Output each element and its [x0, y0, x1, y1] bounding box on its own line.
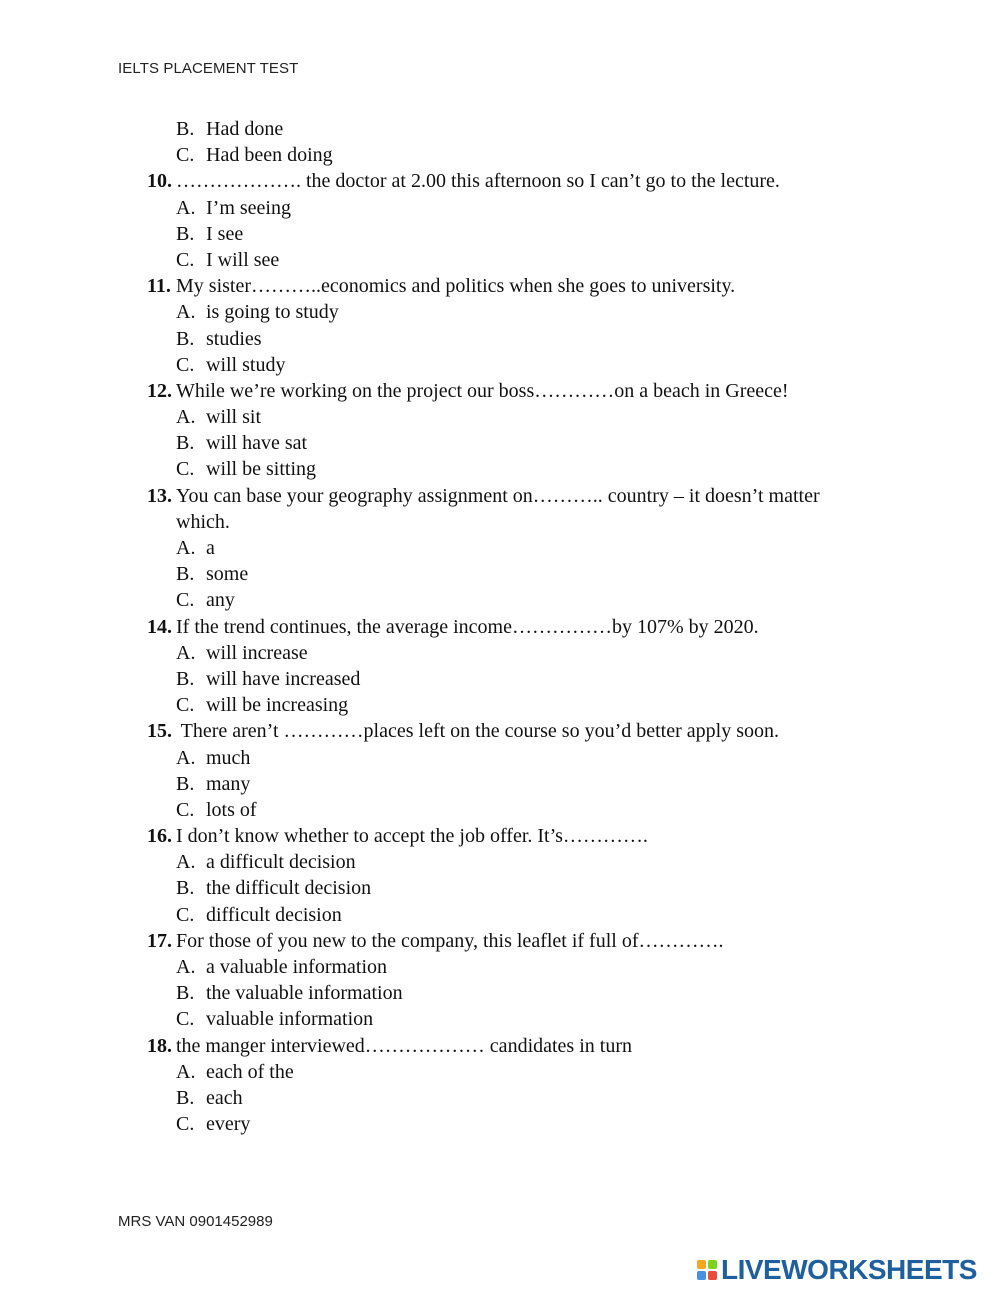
option-letter: A.: [176, 196, 196, 219]
option-letter: C.: [176, 589, 195, 612]
option-text: studies: [206, 327, 262, 350]
option-text: I will see: [206, 248, 280, 271]
answer-option: [0, 1059, 1000, 1085]
option-letter: B.: [176, 222, 195, 245]
answer-option: [0, 116, 1000, 142]
option-text: will have sat: [206, 432, 308, 455]
option-letter: C.: [176, 458, 195, 481]
answer-option: [0, 404, 1000, 430]
question-text: For those of you new to the company, this leaflet if full of………….: [176, 929, 724, 952]
option-text: will sit: [206, 406, 262, 429]
answer-option: [0, 980, 1000, 1006]
option-letter: B.: [176, 1086, 195, 1109]
option-letter: B.: [176, 982, 195, 1005]
question-number: 15.: [147, 720, 172, 743]
question-text: If the trend continues, the average income……………by 107% by 2020.: [176, 615, 759, 638]
option-text: each of the: [206, 1060, 294, 1083]
question-text: the manger interviewed……………… candidates in turn: [176, 1034, 632, 1057]
question-number: 10.: [147, 170, 172, 193]
option-text: any: [206, 589, 235, 612]
question-text-continued: [0, 509, 1000, 535]
option-text: the difficult decision: [206, 877, 372, 900]
option-letter: A.: [176, 746, 196, 769]
option-letter: A.: [176, 956, 196, 978]
answer-option: [0, 745, 1000, 771]
option-letter: C.: [176, 798, 195, 821]
option-text: I’m seeing: [206, 196, 291, 219]
option-letter: A.: [176, 537, 196, 559]
answer-option: [0, 142, 1000, 168]
question-item: [0, 1033, 1000, 1059]
option-text: will be increasing: [206, 694, 349, 717]
option-letter: B.: [176, 563, 195, 586]
option-letter: B.: [176, 772, 195, 795]
answer-option: [0, 797, 1000, 823]
question-number: 17.: [147, 929, 172, 952]
answer-option: [0, 195, 1000, 221]
answer-option: [0, 640, 1000, 666]
option-text: the valuable information: [206, 982, 403, 1005]
brand-name: LIVEWORKSHEETS: [721, 1254, 977, 1285]
question-number: 13.: [147, 484, 172, 507]
option-letter: A.: [176, 301, 196, 324]
question-text: While we’re working on the project our boss…………on a beach in Greece!: [176, 379, 789, 402]
answer-option: [0, 352, 1000, 378]
answer-option: [0, 875, 1000, 901]
option-text: Had done: [206, 118, 284, 140]
option-text: Had been doing: [206, 144, 333, 167]
option-letter: C.: [176, 694, 195, 717]
option-text: will study: [206, 353, 286, 376]
option-text: will be sitting: [206, 458, 316, 481]
answer-option: [0, 587, 1000, 613]
question-item: [0, 168, 1000, 194]
option-text: lots of: [206, 798, 257, 821]
option-letter: A.: [176, 851, 196, 874]
option-letter: A.: [176, 1060, 196, 1083]
answer-option: [0, 326, 1000, 352]
question-text: which.: [176, 510, 230, 533]
option-text: every: [206, 1113, 251, 1136]
answer-option: [0, 299, 1000, 325]
question-number: 11.: [147, 275, 171, 298]
option-text: will increase: [206, 641, 308, 664]
option-text: some: [206, 563, 249, 586]
answer-option: [0, 561, 1000, 587]
question-text: I don’t know whether to accept the job offer. It’s………….: [176, 825, 648, 848]
question-list: [0, 116, 1000, 1137]
answer-option: [0, 430, 1000, 456]
question-text: You can base your geography assignment on……….. country – it doesn’t matter: [176, 484, 820, 507]
page-header: IELTS PLACEMENT TEST: [118, 60, 299, 77]
answer-option: [0, 1006, 1000, 1032]
answer-option: [0, 666, 1000, 692]
option-letter: A.: [176, 641, 196, 664]
question-item: [0, 614, 1000, 640]
question-item: [0, 378, 1000, 404]
liveworksheets-icon: [697, 1260, 717, 1280]
question-number: 18.: [147, 1034, 172, 1057]
option-letter: B.: [176, 877, 195, 900]
answer-option: [0, 1085, 1000, 1111]
brand-logo[interactable]: [697, 1255, 977, 1285]
option-letter: B.: [176, 327, 195, 350]
option-text: difficult decision: [206, 903, 342, 926]
option-letter: C.: [176, 903, 195, 926]
option-letter: C.: [176, 1113, 195, 1136]
answer-option: [0, 247, 1000, 273]
question-text: There aren’t …………places left on the course so you’d better apply soon.: [176, 720, 779, 743]
question-item: [0, 273, 1000, 299]
question-item: [0, 718, 1000, 744]
option-text: much: [206, 746, 251, 769]
option-letter: A.: [176, 406, 196, 429]
question-text: ………………. the doctor at 2.00 this afternoon so I can’t go to the lecture.: [176, 170, 780, 193]
option-text: each: [206, 1086, 243, 1109]
answer-option: [0, 954, 1000, 980]
option-letter: C.: [176, 1008, 195, 1031]
answer-option: [0, 1111, 1000, 1137]
option-letter: C.: [176, 353, 195, 376]
option-text: valuable information: [206, 1008, 374, 1031]
option-letter: B.: [176, 667, 195, 690]
option-text: will have increased: [206, 667, 361, 690]
option-text: many: [206, 772, 251, 795]
answer-option: [0, 902, 1000, 928]
answer-option: [0, 535, 1000, 561]
question-number: 12.: [147, 379, 172, 402]
option-text: a valuable information: [206, 956, 388, 978]
answer-option: [0, 221, 1000, 247]
option-text: is going to study: [206, 301, 339, 324]
page-footer: MRS VAN 0901452989: [118, 1213, 273, 1230]
question-text: My sister………..economics and politics when she goes to university.: [176, 275, 736, 298]
option-letter: C.: [176, 248, 195, 271]
question-item: [0, 823, 1000, 849]
answer-option: [0, 456, 1000, 482]
option-letter: B.: [176, 118, 195, 140]
question-item: [0, 483, 1000, 509]
option-text: a difficult decision: [206, 851, 356, 874]
answer-option: [0, 849, 1000, 875]
question-number: 14.: [147, 615, 172, 638]
answer-option: [0, 771, 1000, 797]
option-text: a: [206, 537, 215, 559]
option-letter: B.: [176, 432, 195, 455]
question-item: [0, 928, 1000, 954]
option-text: I see: [206, 222, 244, 245]
option-letter: C.: [176, 144, 195, 167]
answer-option: [0, 692, 1000, 718]
question-number: 16.: [147, 825, 172, 848]
